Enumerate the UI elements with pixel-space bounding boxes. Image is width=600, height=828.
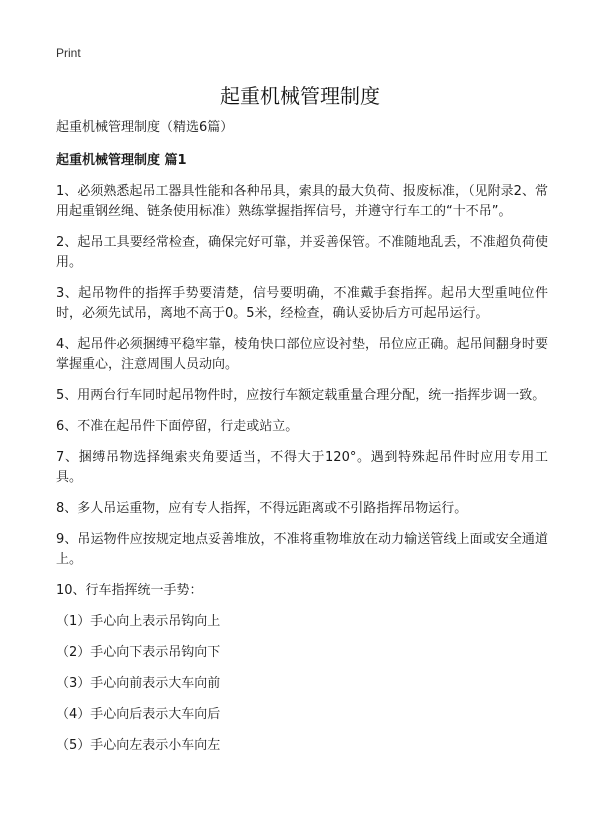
- paragraph-2: 2、起吊工具要经常检查，确保完好可靠，并妥善保管。不准随地乱丢，不准超负荷使用。: [56, 235, 548, 270]
- paragraph-7: 7、捆缚吊物选择绳索夹角要适当，不得大于120°。遇到特殊起吊件时应用专用工具。: [56, 450, 548, 485]
- paragraph-9: 9、吊运物件应按规定地点妥善堆放，不准将重物堆放在动力输送管线上面或安全通道上。: [56, 532, 548, 567]
- paragraph-4: 4、起吊件必须捆缚平稳牢靠，棱角快口部位应设衬垫，吊位应正确。起吊间翻身时要掌握重心，注意周围人员动向。: [56, 337, 548, 372]
- gesture-item-5: （5）手心向左表示小车向左: [56, 738, 221, 753]
- document-body: [56, 118, 548, 767]
- document-title: 起重机械管理制度: [220, 84, 380, 108]
- paragraph-10: 10、行车指挥统一手势：: [56, 583, 203, 598]
- paragraph-6: 6、不准在起吊件下面停留，行走或站立。: [56, 419, 299, 434]
- paragraph-8: 8、多人吊运重物，应有专人指挥，不得远距离或不引路指挥吊物运行。: [56, 501, 468, 516]
- paragraph-3: 3、起吊物件的指挥手势要清楚，信号要明确，不准戴手套指挥。起吊大型重吨位件时，必须先试吊，离地不高于0。5米，经检查，确认妥协后方可起吊运行。: [56, 286, 548, 321]
- gesture-item-4: （4）手心向后表示大车向后: [56, 707, 221, 722]
- document-subtitle: 起重机械管理制度（精选6篇）: [56, 120, 234, 135]
- gesture-item-1: （1）手心向上表示吊钩向上: [56, 614, 221, 629]
- print-label: Print: [56, 46, 81, 60]
- paragraph-5: 5、用两台行车同时起吊物件时，应按行车额定载重量合理分配，统一指挥步调一致。: [56, 388, 546, 403]
- section-heading: 起重机械管理制度 篇1: [56, 153, 187, 168]
- gesture-item-3: （3）手心向前表示大车向前: [56, 676, 221, 691]
- gesture-item-2: （2）手心向下表示吊钩向下: [56, 645, 221, 660]
- paragraph-1: 1、必须熟悉起吊工器具性能和各种吊具，索具的最大负荷、报废标准，（见附录2、常用起重钢丝绳、链条使用标准）熟练掌握指挥信号，并遵守行车工的“十不吊”。: [56, 184, 548, 219]
